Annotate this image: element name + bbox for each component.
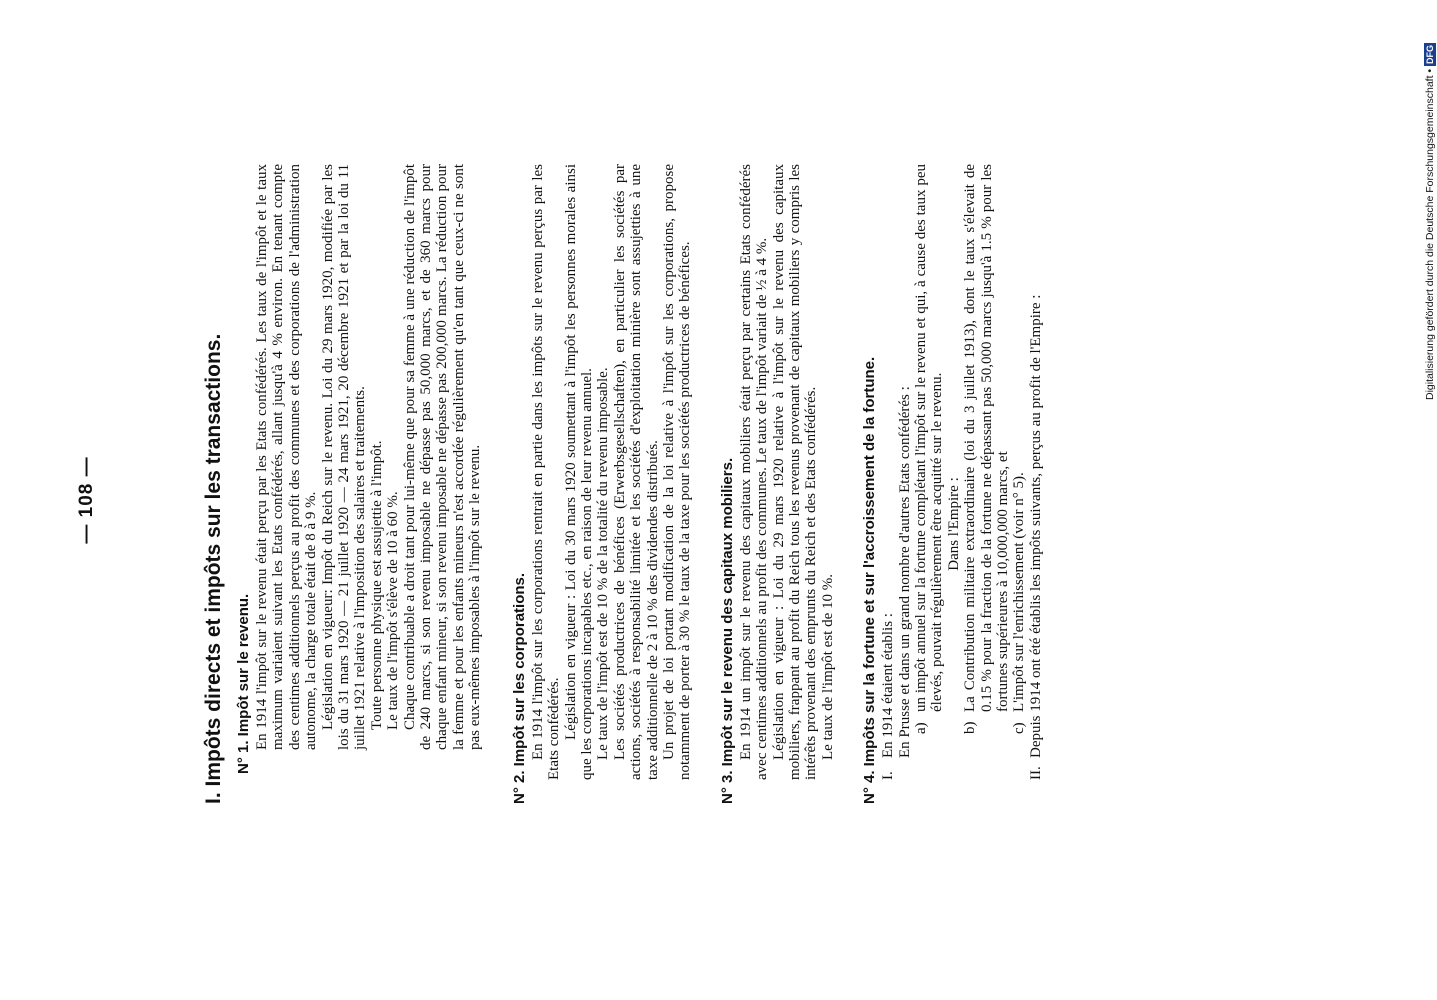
section-n3	[718, 164, 836, 804]
n3-heading: N° 3. Impôt sur le revenu des capitaux mobiliers.	[718, 457, 736, 804]
n4-b-label: b)	[962, 721, 979, 734]
text-column	[200, 164, 1044, 804]
section-n2	[510, 164, 694, 804]
section-n4	[860, 164, 1044, 804]
n2-paragraph-4: Les sociétés productrices de bénéfices (Erwerbsgesellschaften), en particulier les sociétés par actions, sociétés à responsabilité limitée et les sociétés d'exploitation minière sont assujetties à une taxe additionnelle de 2 à 10 % des dividendes distribués.	[611, 164, 661, 780]
n3-paragraph-1: En 1914 un impôt sur le revenu des capitaux mobiliers était perçu par certains Etats confédérés avec centimes additionnels au profit des communes. Le taux de l'impôt variait de ½ à 4 %.	[737, 164, 771, 780]
n4-c-label: c)	[1011, 722, 1028, 734]
n2-heading: N° 2. Impôt sur les corporations.	[510, 572, 528, 804]
n4-item-b	[962, 164, 1011, 734]
n4-empire: Dans l'Empire :	[945, 477, 962, 571]
n2-paragraph-2: Législation en vigueur : Loi du 30 mars 1920 soumettant à l'impôt les personnes morales ainsi que les corporations incapables etc., en raison de leur revenu annuel.	[562, 164, 595, 780]
n4-item-c	[1011, 164, 1027, 734]
n1-paragraph-4: Le taux de l'impôt s'élève de 10 à 60 %.	[385, 491, 402, 730]
n4-b-text: La Contribution militaire extraordinaire (loi du 3 juillet 1913), dont le taux s'élevait de 0.15 % pour la fraction de la fortune ne dépassant pas 50,000 marcs jusqu'à 1.5 % pour les fortunes supérieures à 10,000,000 marcs, et	[962, 164, 1012, 712]
n4-i-intro: En Prusse et dans un grand nombre d'autres Etats confédérés :	[896, 386, 913, 758]
n4-heading: N° 4. Impôts sur la fortune et sur l'accroissement de la fortune.	[861, 356, 879, 804]
n1-paragraph-2: Législation en vigueur: Impôt du Reich sur le revenu. Loi du 29 mars 1920, modifiée par les lois du 31 mars 1920 — 21 juillet 1920 — 24 mars 1921, 20 décembre 1921 et par la loi du 11 juillet 1921 relative à l'imposition des salaires et traitements.	[319, 164, 369, 750]
n4-ii-label: II.	[1027, 766, 1044, 780]
n4-ii-text: Depuis 1914 ont été établis les impôts suivants, perçus au profit de l'Empire :	[1027, 294, 1044, 758]
n4-c-text: L'impôt sur l'enrichissement (voir n° 5).	[1011, 472, 1028, 712]
n2-paragraph-1: En 1914 l'impôt sur les corporations rentrait en partie dans les impôts sur le revenu perçus par les Etats confédérés.	[529, 164, 563, 780]
dfg-logo: DFG	[1425, 44, 1436, 64]
n4-item-i	[880, 164, 896, 780]
n2-paragraph-5: Un projet de loi portant modification de la loi relative à l'impôt sur les corporations, propose notamment de porter à 30 % le taux de la taxe pour les sociétés productrices de bénéfices.	[660, 164, 694, 780]
n4-item-a	[913, 164, 946, 734]
n4-item-ii	[1028, 164, 1044, 780]
n2-paragraph-3: Le taux de l'impôt est de 10 % de la totalité du revenu imposable.	[595, 367, 612, 760]
digitization-credit	[1423, 0, 1437, 1000]
section-title: I. Impôts directs et impôts sur les transactions.	[202, 333, 225, 804]
page-number: — 108 —	[76, 456, 97, 544]
n3-paragraph-2: Législation en vigueur : Loi du 29 mars 1920 relative à l'impôt sur le revenu des capitaux mobiliers, frappant au profit du Reich tous les revenus provenant de capitaux mobiliers y compris les intérêts provenant des emprunts du Reich et des Etats confédérés.	[770, 164, 820, 780]
n4-i-text: En 1914 étaient établis :	[880, 613, 897, 758]
n4-i-label: I.	[880, 771, 897, 780]
n1-paragraph-1: En 1914 l'impôt sur le revenu était perçu par les Etats confédérés. Les taux de l'impôt et le taux maximum variaient suivant les Etats confédérés, allant jusqu'à 4 % environ. En tenant compte des centimes additionnels perçus au profit des communes et des corporations de l'administration autonome, la charge totale était de 8 à 9 %.	[254, 164, 320, 750]
n1-heading: N° 1. Impôt sur le revenu.	[235, 593, 252, 774]
n1-paragraph-3: Toute personne physique est assujettie à l'impôt.	[368, 440, 385, 730]
n1-body	[254, 164, 484, 770]
n4-a-label: a)	[913, 722, 929, 734]
credit-text: Digitalisierung gefördert durch die Deutsche Forschungsgemeinschaft •	[1424, 68, 1436, 400]
n1-paragraph-5: Chaque contribuable a droit tant pour lui-même que pour sa femme à une réduction de l'impôt de 240 marcs, si son revenu imposable ne dépasse pas 50,000 marcs, et de 360 marcs pour chaque enfant mineur, si son revenu imposable ne dépasse pas 200,000 marcs. La réduction pour la femme et pour les enfants mineurs n'est accordée régulièrement qu'en tant que ceux-ci ne sont pas eux-mêmes imposables à l'impôt sur le revenu.	[401, 164, 484, 750]
section-n1	[234, 164, 484, 804]
n4-a-text: un impôt annuel sur la fortune complétant l'impôt sur le revenu et qui, à cause des taux peu élevés, pouvait régulièrement être acquitté sur le revenu.	[913, 164, 946, 712]
n3-paragraph-3: Le taux de l'impôt est de 10 %.	[819, 574, 836, 760]
